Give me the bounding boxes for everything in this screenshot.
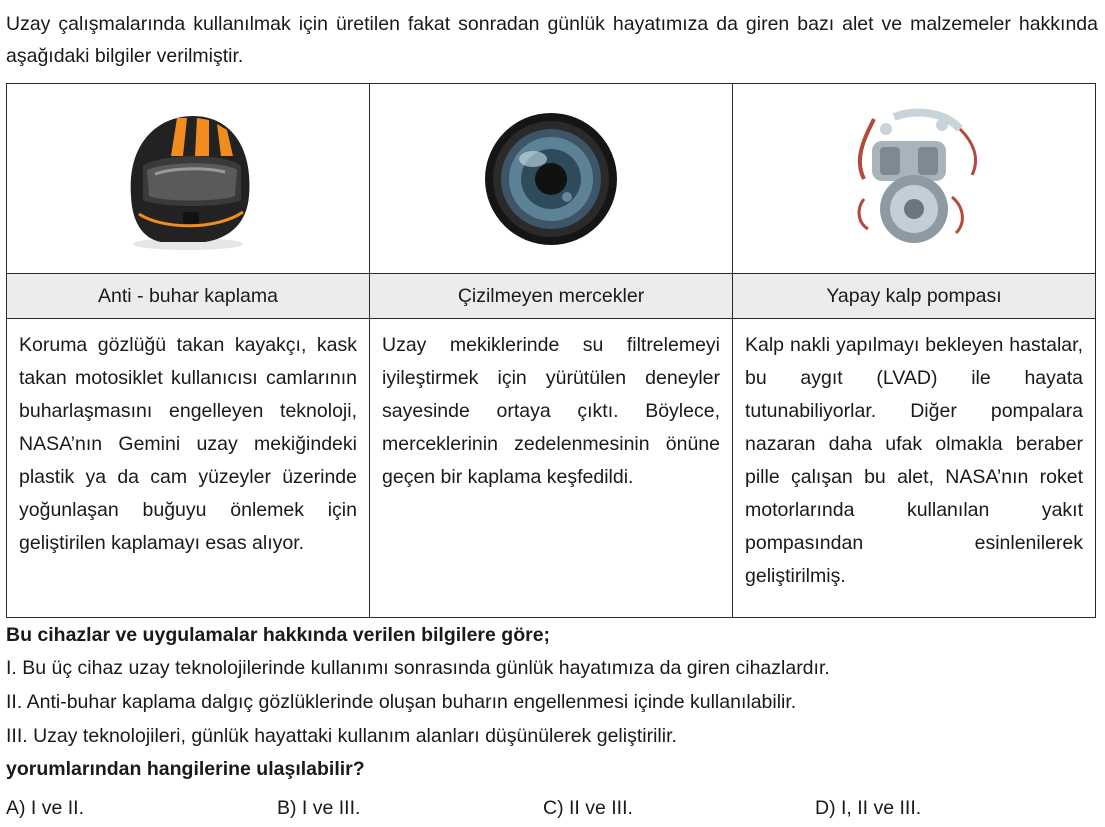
card-title-helmet: Anti - buhar kaplama	[7, 274, 370, 319]
card-desc-helmet: Koruma gözlüğü takan kayakçı, kask takan motosiklet kullanıcısı camlarının buharlaşmasını engelleyen teknoloji, NASA’nın Gemini uzay mekiğindeki plastik ya da cam yüzeyler üzerinde yoğunlaşan buğuyu önlemek için geliştirilen kaplamayı esas alıyor.	[19, 334, 357, 554]
camera-lens-icon	[481, 109, 621, 249]
option-d[interactable]: D) I, II ve III.	[815, 797, 922, 819]
caption-row	[7, 274, 1096, 319]
lens-image-cell	[370, 84, 733, 274]
option-b[interactable]: B) I ve III.	[277, 797, 361, 819]
question-lead: Bu cihazlar ve uygulamalar hakkında verilen bilgilere göre;	[6, 624, 551, 646]
statement-1: I. Bu üç cihaz uzay teknolojilerinde kullanımı sonrasında günlük hayatımıza da giren cihazlardır.	[6, 657, 830, 679]
heart-pump-icon	[834, 99, 994, 259]
helmet-icon	[113, 104, 263, 254]
pump-image-cell	[733, 84, 1096, 274]
question-block	[6, 619, 1101, 785]
card-desc-lens: Uzay mekiklerinde su filtrelemeyi iyileştirmek için yürütülen deneyler sayesinde ortaya çıktı. Böylece, merceklerinin zedelenmesinin önüne geçen bir kaplama keşfedildi.	[382, 334, 720, 488]
option-a[interactable]: A) I ve II.	[6, 797, 85, 819]
helmet-image-cell	[7, 84, 370, 274]
card-title-pump: Yapay kalp pompası	[733, 274, 1096, 319]
card-title-lens: Çizilmeyen mercekler	[370, 274, 733, 319]
intro-text: Uzay çalışmalarında kullanılmak için üretilen fakat sonradan günlük hayatımıza da giren bazı alet ve malzemeler hakkında aşağıdaki bilgiler verilmiştir.	[6, 13, 1098, 67]
answer-options	[6, 792, 1101, 824]
card-desc-cell-helmet	[7, 319, 370, 618]
description-row	[7, 319, 1096, 618]
card-desc-pump: Kalp nakli yapılmayı bekleyen hastalar, bu aygıt (LVAD) ile hayata tutunabiliyorlar. Diğer pompalara nazaran daha ufak olmakla beraber pille çalışan bu alet, NASA’nın roket motorlarında kullanılan yakıt pompasından esinlenilerek geliştirilmiş.	[745, 334, 1083, 587]
statement-3: III. Uzay teknolojileri, günlük hayattaki kullanım alanları düşünülerek geliştirilir.	[6, 725, 677, 747]
image-row	[7, 84, 1096, 274]
statement-2: II. Anti-buhar kaplama dalgıç gözlüklerinde oluşan buharın engellenmesi içinde kullanılabilir.	[6, 691, 797, 713]
option-c[interactable]: C) II ve III.	[543, 797, 633, 819]
question-end: yorumlarından hangilerine ulaşılabilir?	[6, 758, 365, 780]
card-desc-cell-lens	[370, 319, 733, 618]
info-table	[6, 83, 1096, 618]
card-desc-cell-pump	[733, 319, 1096, 618]
